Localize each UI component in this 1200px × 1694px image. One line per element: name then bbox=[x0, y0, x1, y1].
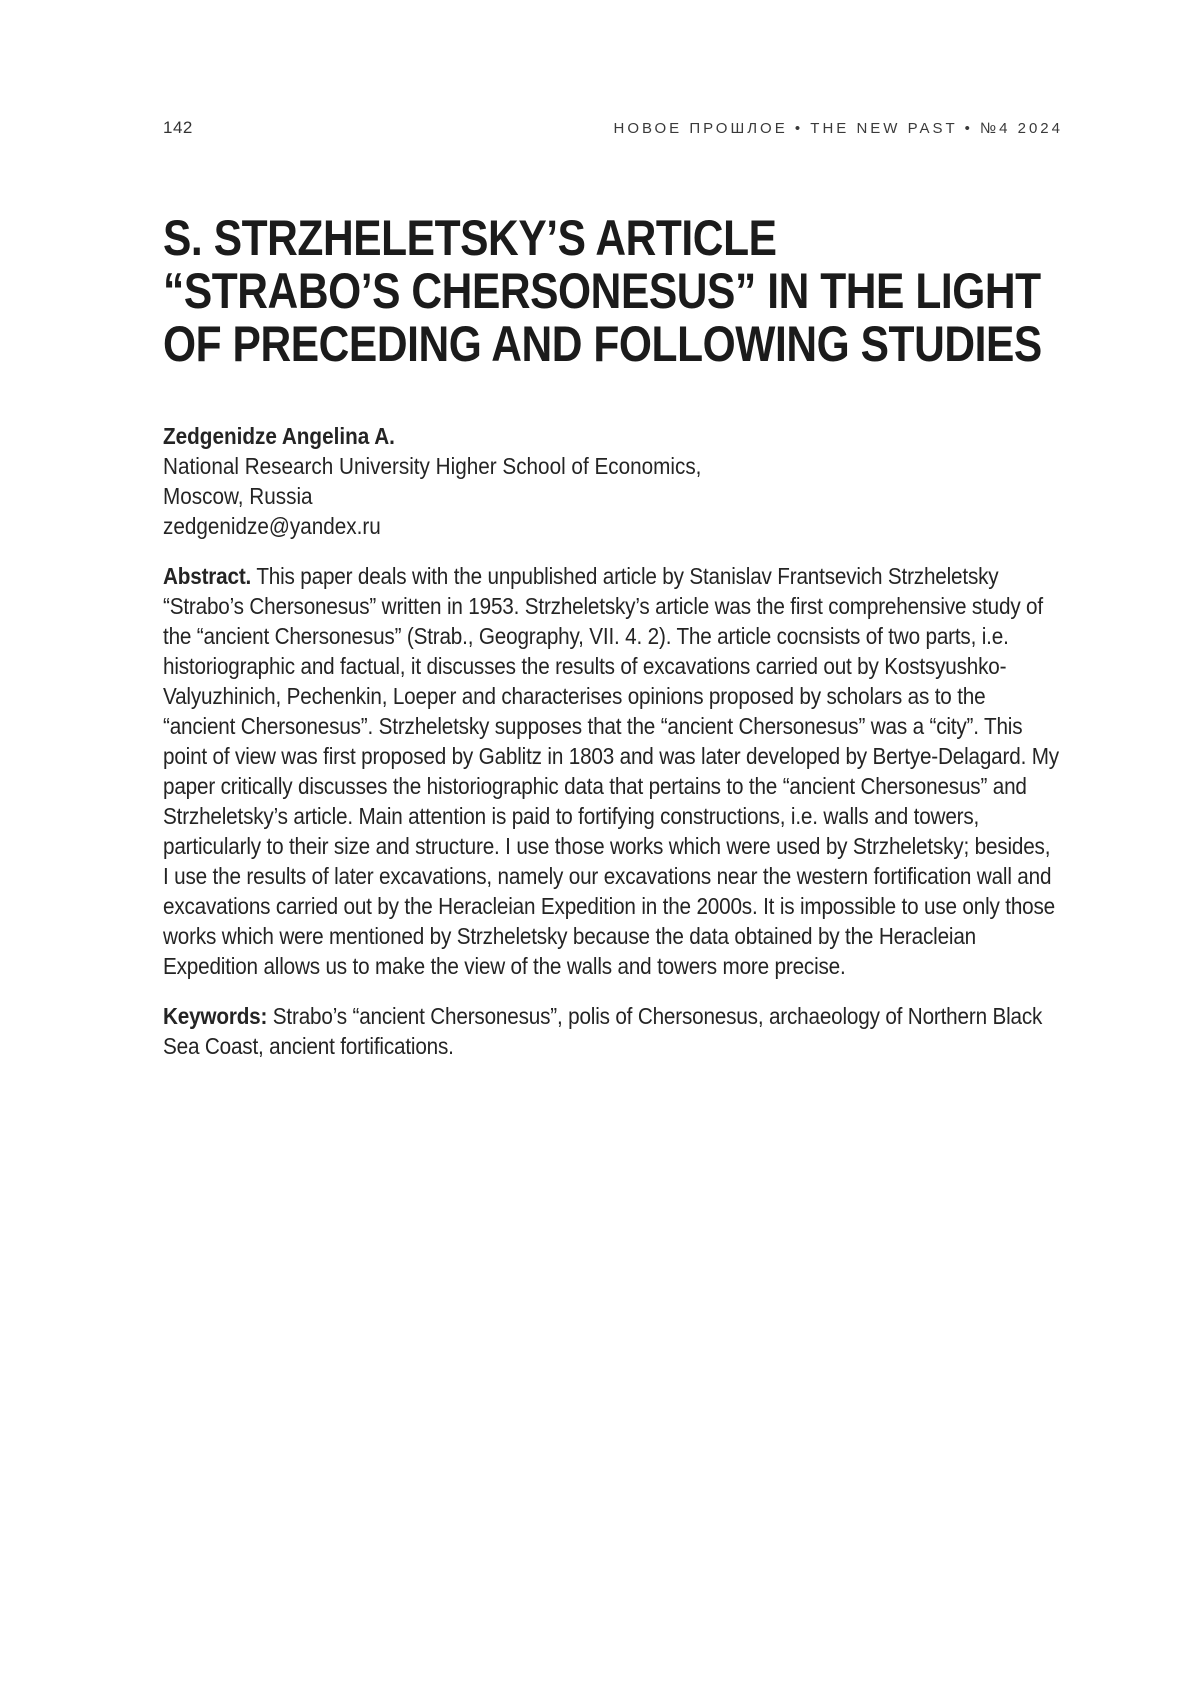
journal-name: НОВОЕ ПРОШЛОЕ • THE NEW PAST • №4 2024 bbox=[613, 120, 1063, 137]
author-location: Moscow, Russia bbox=[163, 483, 313, 509]
keywords-text: Strabo’s “ancient Chersonesus”, polis of Chersonesus, archaeology of Northern Black Sea Coast, ancient fortifications. bbox=[163, 1003, 1043, 1059]
abstract-paragraph bbox=[163, 561, 1060, 981]
author-email: zedgenidze@yandex.ru bbox=[163, 513, 381, 539]
page-number: 142 bbox=[163, 118, 193, 137]
abstract-text: This paper deals with the unpublished article by Stanislav Frantsevich Strzheletsky “Strabo’s Chersonesus” written in 1953. Strzheletsky’s article was the first comprehensive study of the “ancient Chersonesus” (Strab., Geography, VII. 4. 2). The article cocnsists of two parts, i.e. historiographic and factual, it discusses the results of excavations carried out by Kostsyushko-Valyuzhinich, Pechenkin, Loeper and characterises opinions proposed by scholars as to the “ancient Chersonesus”. Strzheletsky supposes that the “ancient Chersonesus” was a “city”. This point of view was first proposed by Gablitz in 1803 and was later developed by Bertye-Delagard. My paper critically discusses the historiographic data that pertains to the “ancient Chersonesus” and Strzheletsky’s article. Main attention is paid to fortifying constructions, i.e. walls and towers, particularly to their size and structure. I use those works which were used by Strzheletsky; besides, I use the results of later excavations, namely our excavations near the western fortification wall and excavations carried out by the Heracleian Expedition in the 2000s. It is impossible to use only those works which were mentioned by Strzheletsky because the data obtained by the Heracleian Expedition allows us to make the view of the walls and towers more precise. bbox=[163, 563, 1059, 979]
article-title-line-3: OF PRECEDING AND FOLLOWING STUDIES bbox=[163, 316, 1042, 372]
author-name: Zedgenidze Angelina A. bbox=[163, 423, 395, 449]
article-title bbox=[163, 212, 1063, 371]
article-title-line-1: S. STRZHELETSKY’S ARTICLE bbox=[163, 210, 777, 266]
running-header bbox=[163, 118, 1063, 140]
article-title-line-2: “STRABO’S CHERSONESUS” IN THE LIGHT bbox=[163, 263, 1041, 319]
keywords-label: Keywords: bbox=[163, 1003, 268, 1029]
author-block bbox=[163, 421, 1060, 541]
author-affiliation: National Research University Higher School of Economics, bbox=[163, 453, 702, 479]
abstract-label: Abstract. bbox=[163, 563, 252, 589]
keywords-paragraph bbox=[163, 1001, 1060, 1061]
